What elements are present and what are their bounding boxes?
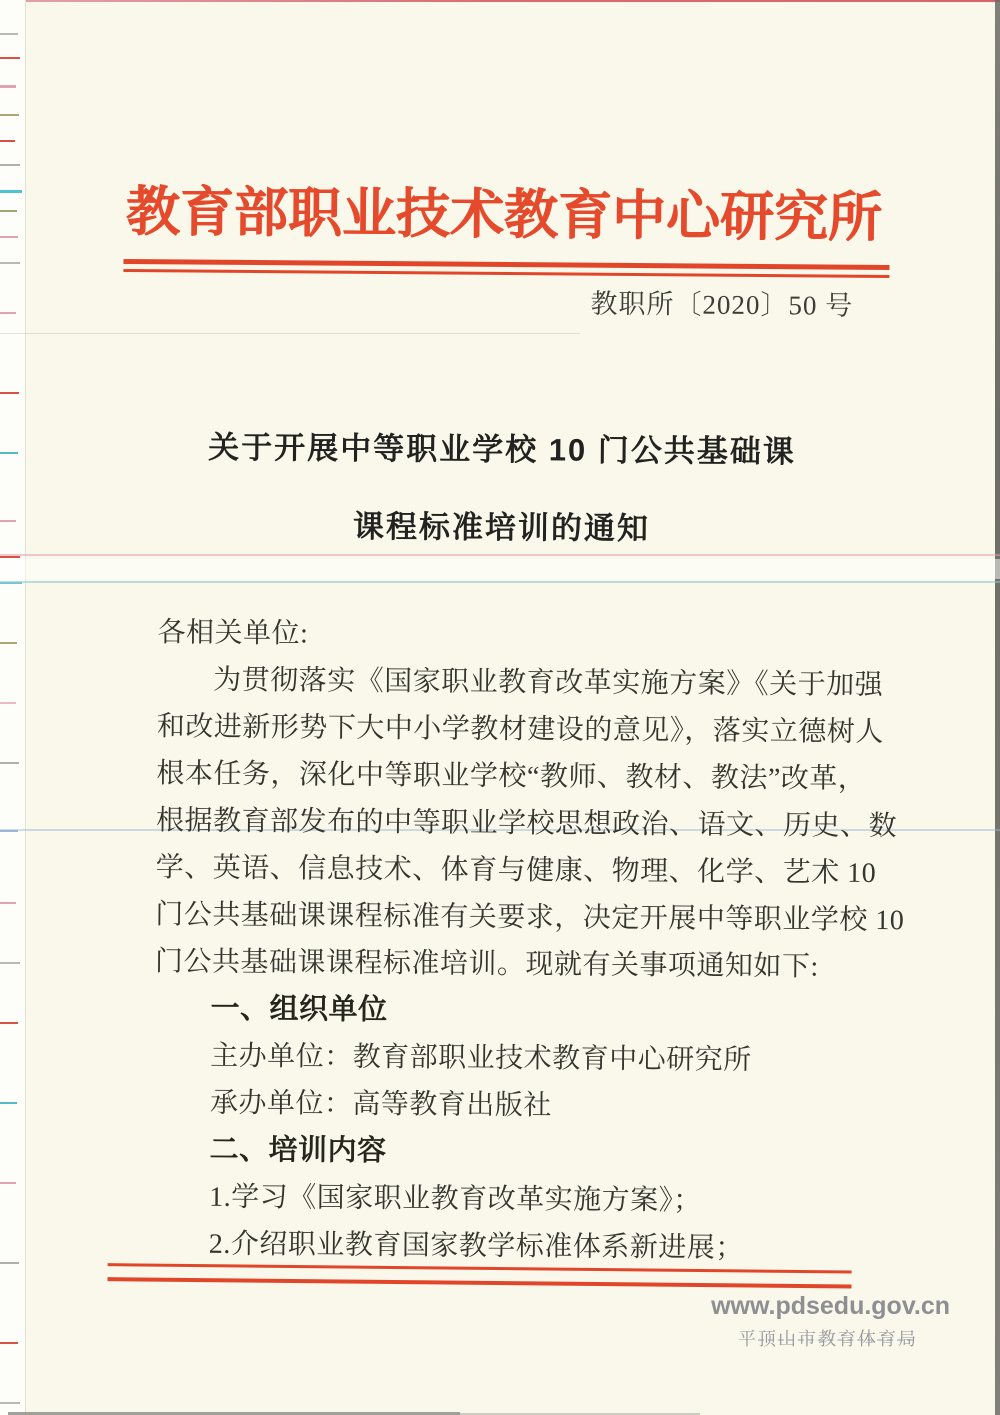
watermark — [706, 1292, 950, 1351]
body-line: 根本任务，深化中等职业学校“教师、教材、教法”改革， — [156, 758, 867, 795]
body-line: 2.介绍职业教育国家教学标准体系新进展； — [208, 1228, 744, 1264]
body-line: 门公共基础课课程标准有关要求，决定开展中等职业学校 10 — [155, 899, 905, 937]
letterhead-title: 教育部职业技术教育中心研究所 — [125, 182, 883, 248]
watermark-org: 平顶山市教育体育局 — [738, 1329, 918, 1349]
body-line: 根据教育部发布的中等职业学校思想政治、语文、历史、数 — [155, 805, 898, 843]
notice-title-line-2: 课程标准培训的通知 — [352, 508, 651, 547]
notice-title-line-1: 关于开展中等职业学校 10 门公共基础课 — [208, 429, 797, 470]
body-line: 学、英语、信息技术、体育与健康、物理、化学、艺术 10 — [155, 852, 877, 889]
letterhead-separator-thick — [123, 259, 889, 270]
letterhead-separator-thin — [123, 269, 889, 278]
section-heading: 一、组织单位 — [210, 992, 388, 1027]
body-line: 主办单位：教育部职业技术教育中心研究所 — [210, 1040, 752, 1076]
body-line: 门公共基础课课程标准培训。现就有关事项通知如下: — [154, 946, 819, 983]
watermark-url: www.pdsedu.gov.cn — [711, 1292, 950, 1320]
section-heading: 二、培训内容 — [209, 1133, 387, 1168]
body-line: 1.学习《国家职业教育改革实施方案》； — [209, 1181, 702, 1217]
footer-separator-thick — [107, 1277, 851, 1288]
document-body — [153, 609, 905, 1273]
body-line: 承办单位：高等教育出版社 — [209, 1087, 553, 1122]
document-number: 教职所〔2020〕50 号 — [590, 288, 854, 321]
body-line: 和改进新形势下大中小学教材建设的意见》，落实立德树人 — [156, 711, 884, 749]
body-line: 为贯彻落实《国家职业教育改革实施方案》《关于加强 — [213, 664, 884, 702]
body-line: 各相关单位: — [157, 617, 309, 650]
